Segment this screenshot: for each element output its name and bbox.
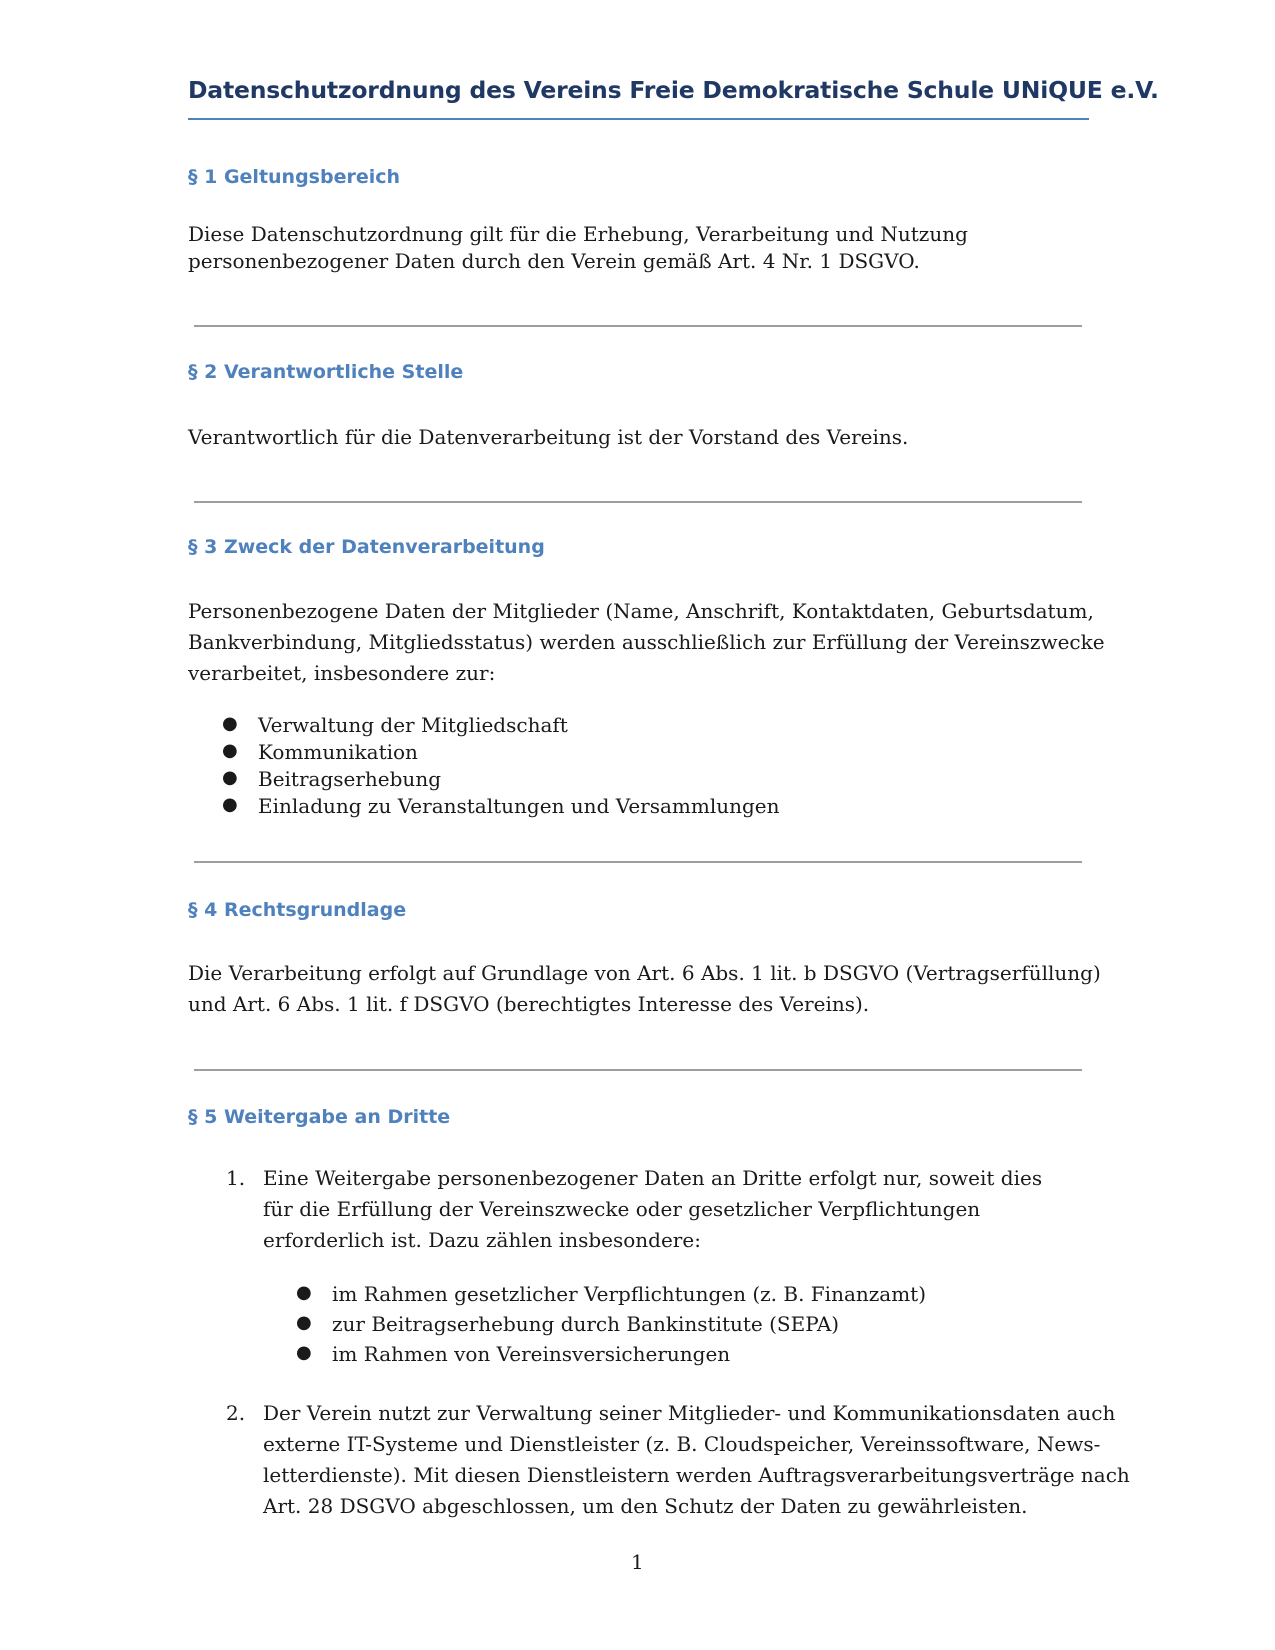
text-line: Bankverbindung, Mitgliedsstatus) werden ausschließlich zur Erfüllung der Vereinszwecke: [188, 630, 1105, 654]
list-item-text: Verwaltung der Mitgliedschaft: [258, 713, 568, 737]
section-divider: [194, 1069, 1082, 1071]
bullet-icon: ●: [296, 1342, 312, 1363]
text-line: Die Verarbeitung erfolgt auf Grundlage von Art. 6 Abs. 1 lit. b DSGVO (Vertragserfüllung): [188, 961, 1101, 985]
text-line: Verantwortlich für die Datenverarbeitung ist der Vorstand des Vereins.: [188, 425, 909, 449]
section-2-text: [188, 422, 908, 453]
text-line: Personenbezogene Daten der Mitglieder (Name, Anschrift, Kontaktdaten, Geburtsdatum,: [188, 599, 1094, 623]
list-item-text: Beitragserhebung: [258, 767, 441, 791]
list-item-text: im Rahmen von Vereinsversicherungen: [332, 1342, 731, 1366]
text-line: für die Erfüllung der Vereinszwecke oder gesetzlicher Verpflichtungen: [263, 1197, 981, 1221]
text-line: erforderlich ist. Dazu zählen insbesondere:: [263, 1228, 701, 1252]
list-item-text: im Rahmen gesetzlicher Verpflichtungen (z. B. Finanzamt): [332, 1282, 927, 1306]
section-3-heading: § 3 Zweck der Datenverarbeitung: [188, 536, 545, 558]
text-line: Diese Datenschutzordnung gilt für die Erhebung, Verarbeitung und Nutzung: [188, 222, 968, 246]
list-item-text: Kommunikation: [258, 740, 418, 764]
text-line: personenbezogener Daten durch den Verein gemäß Art. 4 Nr. 1 DSGVO.: [188, 249, 920, 273]
page-number: 1: [631, 1550, 644, 1574]
item-number: 1.: [226, 1166, 246, 1190]
title-underline: [188, 118, 1089, 120]
section-5-heading: § 5 Weitergabe an Dritte: [188, 1106, 451, 1128]
section-4-heading: § 4 Rechtsgrundlage: [188, 899, 407, 921]
item-number: 2.: [226, 1401, 246, 1425]
text-line: Art. 28 DSGVO abgeschlossen, um den Schutz der Daten zu gewährleisten.: [263, 1494, 1028, 1518]
document-title: Datenschutzordnung des Vereins Freie Demokratische Schule UNiQUE e.V.: [188, 76, 1159, 104]
section-2-heading: § 2 Verantwortliche Stelle: [188, 361, 464, 383]
section-4-text: [188, 958, 1101, 1020]
text-line: externe IT-Systeme und Dienstleister (z. B. Cloudspeicher, Vereinssoftware, News-: [263, 1432, 1101, 1456]
section-divider: [194, 861, 1082, 863]
section-divider: [194, 325, 1082, 327]
bullet-icon: ●: [222, 767, 238, 788]
list-item-text: zur Beitragserhebung durch Bankinstitute (SEPA): [332, 1312, 840, 1336]
text-line: Der Verein nutzt zur Verwaltung seiner Mitglieder- und Kommunikationsdaten auch: [263, 1401, 1116, 1425]
section-1-heading: § 1 Geltungsbereich: [188, 166, 401, 188]
bullet-icon: ●: [296, 1312, 312, 1333]
bullet-icon: ●: [222, 794, 238, 815]
bullet-icon: ●: [296, 1282, 312, 1303]
section-1-text: [188, 219, 968, 277]
text-line: verarbeitet, insbesondere zur:: [188, 661, 496, 685]
item-text: [263, 1398, 1130, 1522]
text-line: und Art. 6 Abs. 1 lit. f DSGVO (berechtigtes Interesse des Vereins).: [188, 992, 870, 1016]
bullet-icon: ●: [222, 713, 238, 734]
list-item-text: Einladung zu Veranstaltungen und Versammlungen: [258, 794, 780, 818]
item-text: [263, 1163, 1042, 1256]
section-3-text: [188, 596, 1105, 689]
section-divider: [194, 501, 1082, 503]
bullet-icon: ●: [222, 740, 238, 761]
text-line: Eine Weitergabe personenbezogener Daten an Dritte erfolgt nur, soweit dies: [263, 1166, 1043, 1190]
text-line: letterdienste). Mit diesen Dienstleistern werden Auftragsverarbeitungsverträge nach: [263, 1463, 1130, 1487]
